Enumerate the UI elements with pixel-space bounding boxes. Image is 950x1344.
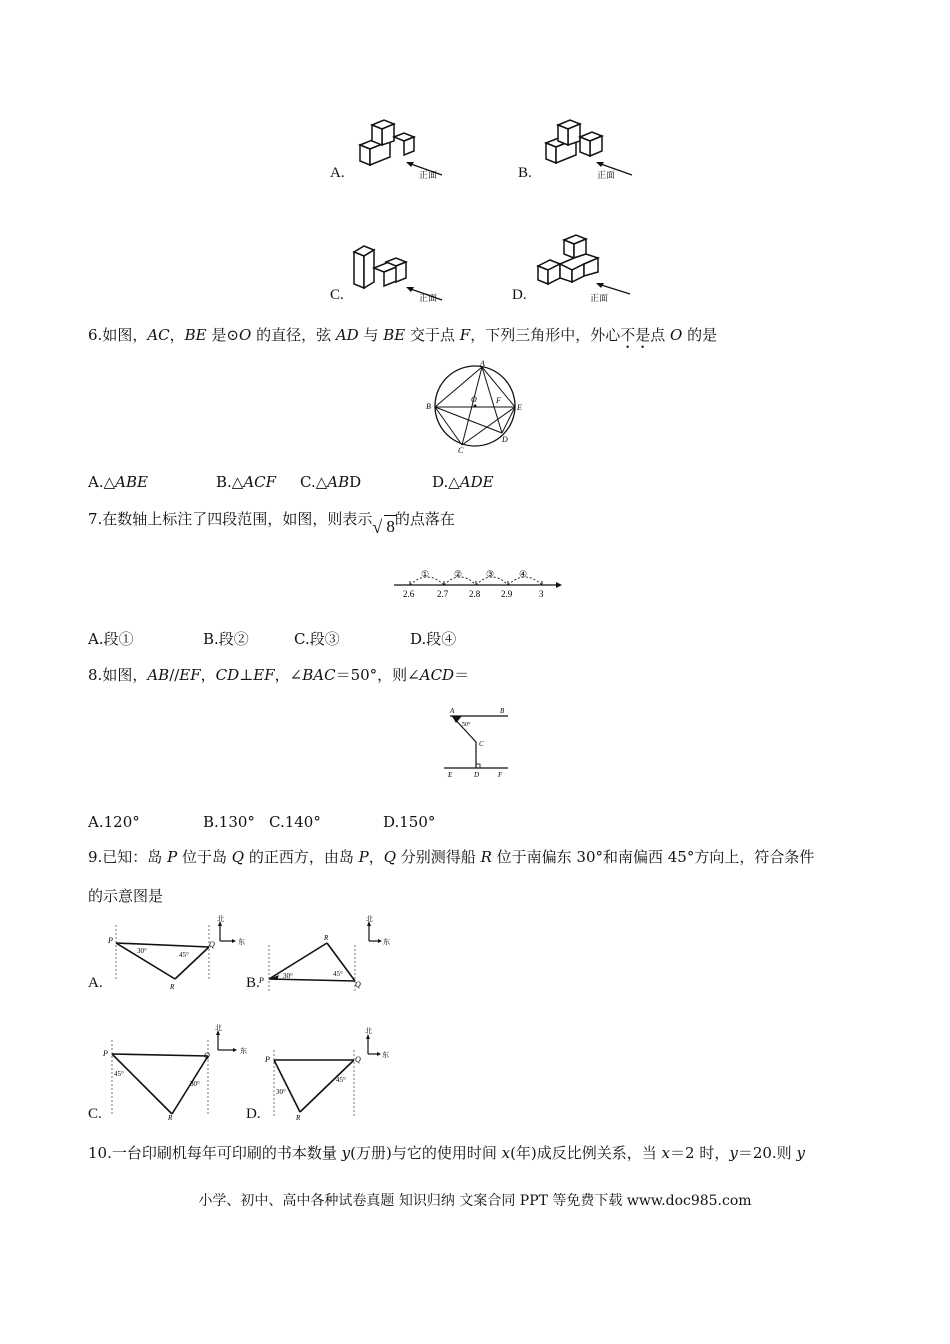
svg-text:Q: Q (355, 1055, 361, 1064)
q6-label-f: F (496, 396, 501, 405)
page-footer: 小学、初中、高中各种试卷真题 知识归纳 文案合同 PPT 等免费下载 www.doc985.com (198, 1193, 752, 1209)
q7-option-c[interactable]: C.段③ (294, 630, 340, 648)
q5-front-label-d: 正面 (590, 294, 609, 304)
svg-text:R: R (170, 983, 175, 991)
svg-text:R: R (168, 1114, 173, 1120)
emphasis-dot: 不 (620, 326, 636, 344)
svg-text:东: 东 (382, 1051, 389, 1059)
q9-figure-d (262, 1020, 412, 1124)
q7-mark-4: ④ (519, 569, 528, 579)
svg-text:R: R (296, 1114, 301, 1120)
svg-text:P: P (265, 1055, 270, 1064)
q6-label-e: E (517, 403, 522, 412)
q5-figure-d (532, 232, 642, 308)
svg-text:北: 北 (365, 1027, 372, 1035)
q9-option-d[interactable]: D. (246, 1106, 261, 1122)
q7-mark-3: ③ (486, 569, 495, 579)
q5-option-d[interactable]: D. (512, 287, 527, 303)
q6-number: 6. (88, 326, 103, 344)
q8-label-f: F (498, 771, 503, 779)
svg-text:P: P (259, 976, 264, 985)
q6-label-c: C (458, 446, 464, 454)
q8-label-b: B (500, 707, 505, 715)
q8-label-a: A (450, 707, 455, 715)
q8-option-d[interactable]: D.150° (383, 813, 436, 831)
q7-option-d[interactable]: D.段④ (410, 630, 457, 648)
q7-option-a[interactable]: A.段① (88, 630, 134, 648)
svg-text:30°: 30° (276, 1088, 286, 1096)
svg-text:30°: 30° (137, 947, 147, 955)
q5-front-label-a: 正面 (419, 171, 438, 181)
q8-angle-label: 50° (462, 722, 471, 728)
q9-option-b[interactable]: B. (246, 975, 260, 991)
q7-tick-27: 2.7 (437, 589, 449, 599)
q9-stem-line2: 的示意图是 (88, 887, 164, 905)
q6-label-o: O (471, 395, 477, 404)
svg-text:东: 东 (383, 938, 390, 946)
sqrt-symbol: √ 8 (372, 517, 395, 537)
q6-stem: 6.如图，AC，BE 是⊙O 的直径，弦 AD 与 BE 交于点 F，下列三角形中，外心不是点 O 的是 (88, 326, 718, 344)
q10-stem: 10.一台印刷机每年可印刷的书本数量 y(万册)与它的使用时间 x(年)成反比例关系，当 x＝2 时，y＝20.则 y (88, 1144, 805, 1162)
q9-option-c[interactable]: C. (88, 1106, 102, 1122)
svg-text:北: 北 (366, 915, 373, 923)
q7-number-line (390, 565, 562, 605)
q6-option-b[interactable]: B.△ACF (216, 473, 277, 491)
svg-text:Q: Q (204, 1051, 210, 1060)
q8-label-e: E (448, 771, 453, 779)
q8-option-c[interactable]: C.140° (269, 813, 321, 831)
q8-label-d: D (474, 771, 480, 779)
q7-tick-26: 2.6 (403, 589, 415, 599)
q6-option-d[interactable]: D.△ADE (432, 473, 494, 491)
svg-text:P: P (108, 936, 113, 945)
svg-text:45°: 45° (179, 951, 189, 959)
svg-text:Q: Q (355, 980, 361, 989)
q9-stem-line1: 9.已知：岛 P 位于岛 Q 的正西方，由岛 P，Q 分别测得船 R 位于南偏东 30°和南偏西 45°方向上，符合条件 (88, 848, 815, 866)
q6-option-a[interactable]: A.△ABE (88, 473, 148, 491)
q5-option-a[interactable]: A. (330, 165, 345, 181)
q9-figure-b (255, 915, 405, 999)
q6-circle-figure (420, 358, 530, 458)
q7-option-b[interactable]: B.段② (203, 630, 249, 648)
q5-option-b[interactable]: B. (518, 165, 532, 181)
q8-label-c: C (479, 740, 484, 748)
svg-text:R: R (324, 934, 329, 942)
emphasis-dot: 是 (635, 326, 651, 344)
q9-figure-c (100, 1020, 250, 1124)
svg-text:P: P (103, 1049, 108, 1058)
q7-tick-28: 2.8 (469, 589, 481, 599)
q7-tick-29: 2.9 (501, 589, 513, 599)
q6-label-a: A (480, 359, 485, 368)
q6-label-b: B (426, 402, 431, 411)
svg-text:45°: 45° (114, 1070, 124, 1078)
q8-option-b[interactable]: B.130° (203, 813, 255, 831)
svg-text:30°: 30° (190, 1080, 200, 1088)
q5-front-label-b: 正面 (597, 171, 616, 181)
q7-mark-1: ① (421, 569, 430, 579)
q7-mark-2: ② (454, 569, 463, 579)
svg-text:Q: Q (209, 940, 215, 949)
q8-option-a[interactable]: A.120° (88, 813, 140, 831)
svg-text:东: 东 (238, 938, 245, 946)
q5-option-c[interactable]: C. (330, 287, 344, 303)
q6-option-c[interactable]: C.△ABD (300, 473, 362, 491)
q8-stem: 8.如图，AB//EF，CD⊥EF，∠BAC＝50°，则∠ACD＝ (88, 666, 470, 684)
svg-text:30°: 30° (283, 972, 293, 980)
q6-label-d: D (502, 435, 508, 444)
q7-tick-3: 3 (539, 589, 544, 599)
svg-text:北: 北 (215, 1024, 222, 1032)
q9-option-a[interactable]: A. (88, 975, 103, 991)
q5-figure-b (540, 115, 640, 189)
svg-text:东: 东 (240, 1047, 247, 1055)
q9-figure-a (105, 915, 255, 999)
svg-text:45°: 45° (333, 970, 343, 978)
q5-front-label-c: 正面 (419, 294, 438, 304)
q8-figure (440, 702, 512, 786)
svg-text:北: 北 (217, 915, 224, 923)
svg-text:45°: 45° (336, 1076, 346, 1084)
q7-stem: 7.在数轴上标注了四段范围，如图，则表示 √ 8的点落在 (88, 510, 455, 537)
